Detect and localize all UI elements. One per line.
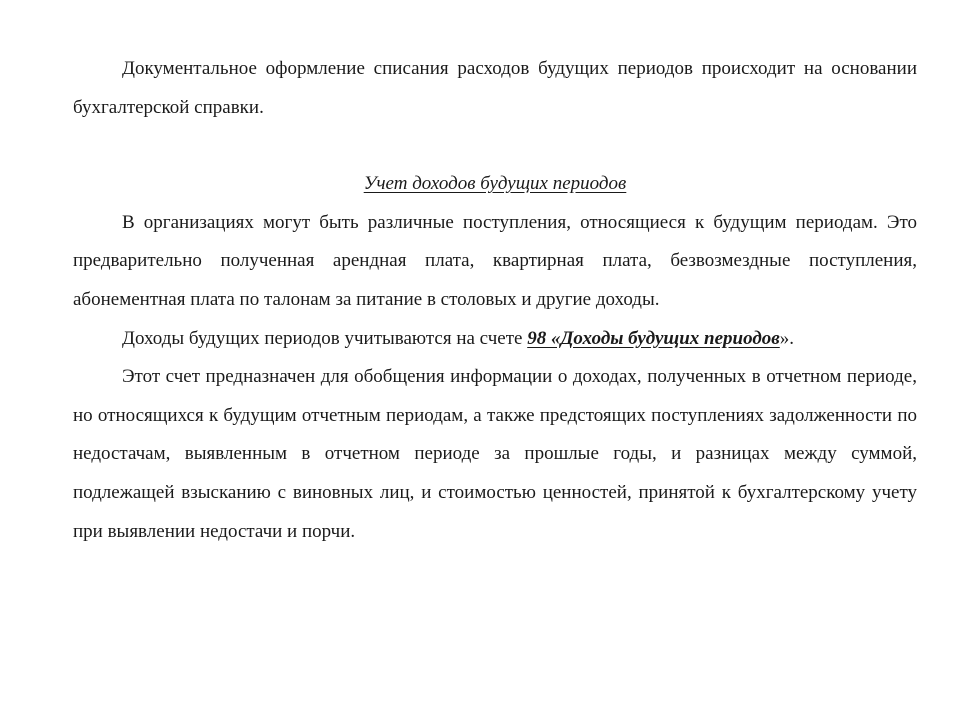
paragraph-account-98-lead: Доходы будущих периодов учитываются на счете	[122, 327, 528, 349]
paragraph-account-98	[73, 320, 917, 359]
account-98-reference: 98 «Доходы будущих периодов	[527, 327, 780, 349]
paragraph-expense-writeoff: Документальное оформление списания расходов будущих периодов происходит на основании бухгалтерской справки.	[73, 58, 917, 118]
paragraph-account-purpose: Этот счет предназначен для обобщения информации о доходах, полученных в отчетном периоде, но относящихся к будущим отчетным периодам, а также предстоящих поступлениях задолженности по недостачам, выявленным в отчетном периоде за прошлые годы, и разницах между суммой, подлежащей взысканию с виновных лиц, и стоимостью ценностей, принятой к бухгалтерскому учету при выявлении недостачи и порчи.	[73, 366, 917, 542]
paragraph-organization-receipts: В организациях могут быть различные поступления, относящиеся к будущим периодам. Это предварительно полученная арендная плата, квартирная плата, безвозмездные поступления, абонементная плата по талонам за питание в столовых и другие доходы.	[73, 211, 917, 310]
paragraph-account-98-tail: ».	[779, 327, 795, 349]
document-page	[73, 50, 917, 551]
section-heading: Учет доходов будущих периодов	[363, 173, 627, 195]
